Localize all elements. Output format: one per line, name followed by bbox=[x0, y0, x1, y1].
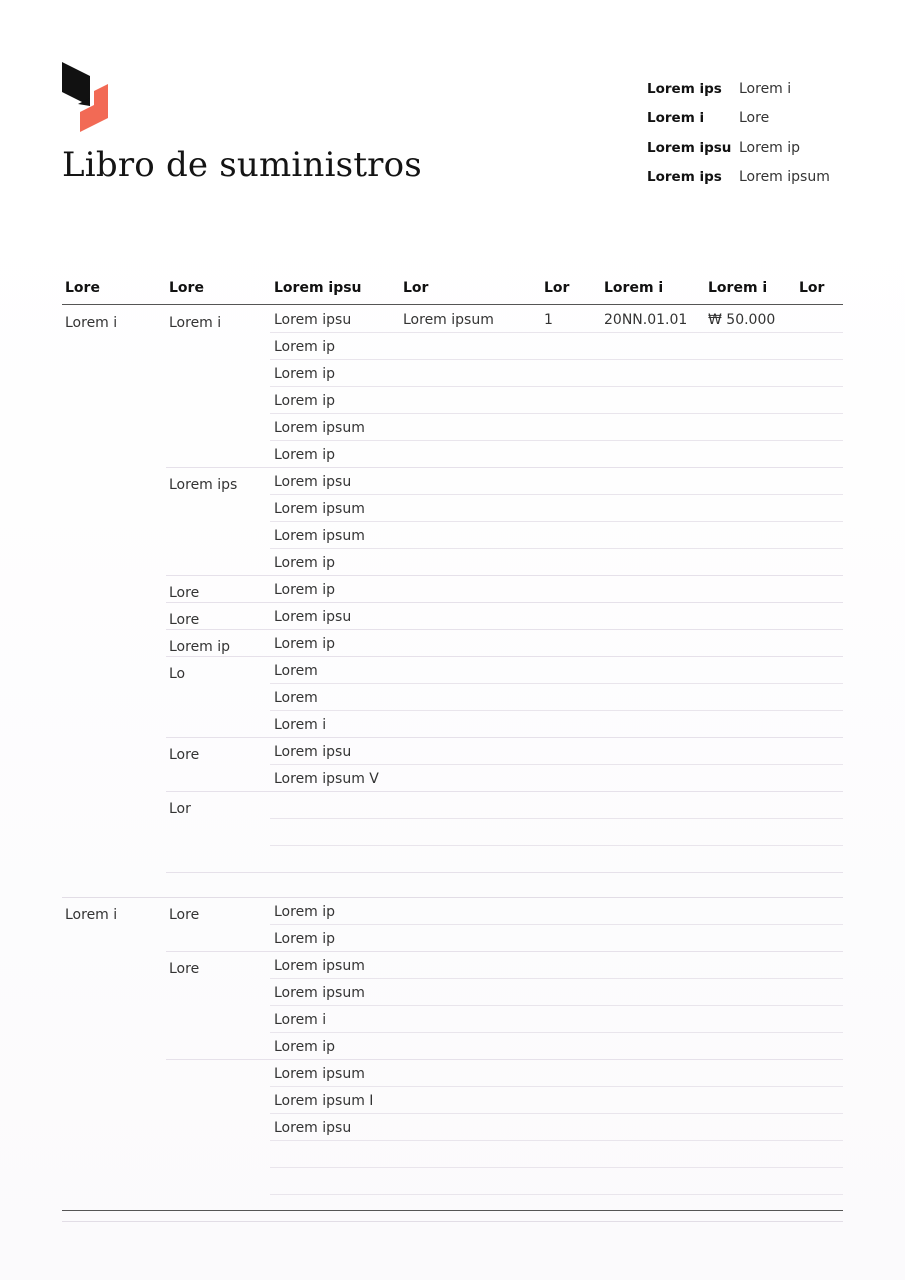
item-name-cell: Lorem i bbox=[274, 717, 327, 733]
subgroup-label: Lo bbox=[169, 666, 186, 682]
table-row bbox=[270, 414, 843, 441]
document-metadata bbox=[647, 74, 877, 192]
subgroup-label: Lore bbox=[169, 907, 200, 923]
table-row bbox=[270, 387, 843, 414]
item-name-cell: Lorem ipsum bbox=[274, 985, 365, 1001]
table-header bbox=[62, 274, 843, 305]
table-row bbox=[270, 333, 843, 360]
item-name-cell: Lorem ipsu bbox=[274, 609, 352, 625]
table-subgroup bbox=[166, 603, 843, 630]
item-name-cell: Lorem bbox=[274, 690, 318, 706]
column-header: Lor bbox=[799, 280, 825, 296]
table-row bbox=[270, 898, 843, 925]
item-name-cell: Lorem ip bbox=[274, 931, 336, 947]
table-row bbox=[270, 846, 843, 872]
table-subgroup bbox=[166, 1060, 843, 1221]
amount-cell: ₩ 50.000 bbox=[708, 312, 776, 328]
meta-key: Lorem ips bbox=[647, 80, 722, 97]
table-subgroup bbox=[166, 738, 843, 792]
item-name-cell: Lorem i bbox=[274, 1012, 327, 1028]
table-row bbox=[270, 684, 843, 711]
meta-value: Lorem ip bbox=[739, 139, 801, 156]
table-row bbox=[270, 522, 843, 549]
table-row bbox=[270, 549, 843, 575]
date-cell: 20NN.01.01 bbox=[604, 312, 688, 328]
table-group bbox=[62, 306, 843, 898]
meta-row bbox=[647, 163, 877, 193]
table-row bbox=[270, 306, 843, 333]
table-row bbox=[270, 765, 843, 791]
quantity-cell: 1 bbox=[544, 312, 553, 328]
item-name-cell: Lorem ip bbox=[274, 904, 336, 920]
meta-row bbox=[647, 74, 877, 104]
column-header: Lore bbox=[65, 280, 100, 296]
table-row bbox=[270, 1141, 843, 1168]
table-row bbox=[270, 360, 843, 387]
subgroup-label: Lore bbox=[169, 612, 200, 628]
table-row bbox=[270, 1195, 843, 1221]
subgroup-label: Lorem ips bbox=[169, 477, 238, 493]
group-label: Lorem i bbox=[65, 907, 118, 923]
item-name-cell: Lorem ipsum bbox=[274, 501, 365, 517]
item-name-cell: Lorem ip bbox=[274, 582, 336, 598]
table-row bbox=[270, 711, 843, 737]
meta-row bbox=[647, 133, 877, 163]
item-name-cell: Lorem ip bbox=[274, 555, 336, 571]
column-header: Lorem i bbox=[604, 280, 664, 296]
item-name-cell: Lorem ipsum I bbox=[274, 1093, 374, 1109]
table-row bbox=[270, 979, 843, 1006]
group-label: Lorem i bbox=[65, 315, 118, 331]
table-subgroup bbox=[166, 952, 843, 1060]
table-row bbox=[270, 1114, 843, 1141]
table-subgroup bbox=[166, 306, 843, 468]
column-header: Lorem ipsu bbox=[274, 280, 362, 296]
table-row bbox=[270, 952, 843, 979]
table-row bbox=[270, 603, 843, 629]
table-row bbox=[270, 1006, 843, 1033]
company-logo bbox=[60, 62, 112, 134]
item-name-cell: Lorem ip bbox=[274, 366, 336, 382]
item-name-cell: Lorem ipsu bbox=[274, 744, 352, 760]
item-name-cell: Lorem ipsum bbox=[274, 528, 365, 544]
table-subgroup bbox=[166, 630, 843, 657]
item-name-cell: Lorem ip bbox=[274, 393, 336, 409]
table-row bbox=[270, 495, 843, 522]
detail-cell: Lorem ipsum bbox=[403, 312, 494, 328]
table-body bbox=[62, 306, 843, 1222]
column-header: Lorem i bbox=[708, 280, 768, 296]
table-row bbox=[270, 441, 843, 467]
subgroup-label: Lorem i bbox=[169, 315, 222, 331]
page-title: Libro de suministros bbox=[62, 145, 422, 185]
item-name-cell: Lorem ip bbox=[274, 447, 336, 463]
item-name-cell: Lorem ipsum V bbox=[274, 771, 379, 787]
item-name-cell: Lorem ip bbox=[274, 1039, 336, 1055]
table-row bbox=[270, 1168, 843, 1195]
table-row bbox=[270, 925, 843, 951]
meta-value: Lorem i bbox=[739, 80, 792, 97]
subgroup-label: Lore bbox=[169, 585, 200, 601]
meta-row bbox=[647, 104, 877, 134]
item-name-cell: Lorem ip bbox=[274, 339, 336, 355]
table-bottom-rule bbox=[62, 1210, 843, 1211]
table-row bbox=[270, 1033, 843, 1059]
column-header: Lore bbox=[169, 280, 204, 296]
item-name-cell: Lorem ipsu bbox=[274, 474, 352, 490]
table-row bbox=[270, 792, 843, 819]
table-row bbox=[270, 1060, 843, 1087]
table-subgroup bbox=[166, 898, 843, 952]
meta-value: Lorem ipsum bbox=[739, 169, 830, 186]
item-name-cell: Lorem ipsum bbox=[274, 958, 365, 974]
table-row bbox=[270, 630, 843, 656]
subgroup-label: Lore bbox=[169, 961, 200, 977]
group-spacer bbox=[166, 873, 843, 897]
table-row bbox=[270, 819, 843, 846]
item-name-cell: Lorem ipsu bbox=[274, 312, 352, 328]
item-name-cell: Lorem ipsum bbox=[274, 1066, 365, 1082]
item-name-cell: Lorem ip bbox=[274, 636, 336, 652]
item-name-cell: Lorem ipsum bbox=[274, 420, 365, 436]
subgroup-label: Lore bbox=[169, 747, 200, 763]
table-subgroup bbox=[166, 792, 843, 873]
item-name-cell: Lorem ipsu bbox=[274, 1120, 352, 1136]
table-row bbox=[270, 657, 843, 684]
meta-key: Lorem ipsu bbox=[647, 139, 732, 156]
table-row bbox=[270, 576, 843, 602]
table-subgroup bbox=[166, 468, 843, 576]
item-name-cell: Lorem bbox=[274, 663, 318, 679]
table-subgroup bbox=[166, 576, 843, 603]
meta-value: Lore bbox=[739, 110, 770, 127]
column-header: Lor bbox=[544, 280, 570, 296]
table-row bbox=[270, 468, 843, 495]
column-header: Lor bbox=[403, 280, 429, 296]
subgroup-label: Lor bbox=[169, 801, 191, 817]
meta-key: Lorem ips bbox=[647, 169, 722, 186]
table-row bbox=[270, 1087, 843, 1114]
meta-key: Lorem i bbox=[647, 110, 705, 127]
table-subgroup bbox=[166, 657, 843, 738]
table-group bbox=[62, 898, 843, 1222]
subgroup-label: Lorem ip bbox=[169, 639, 231, 655]
table-row bbox=[270, 738, 843, 765]
